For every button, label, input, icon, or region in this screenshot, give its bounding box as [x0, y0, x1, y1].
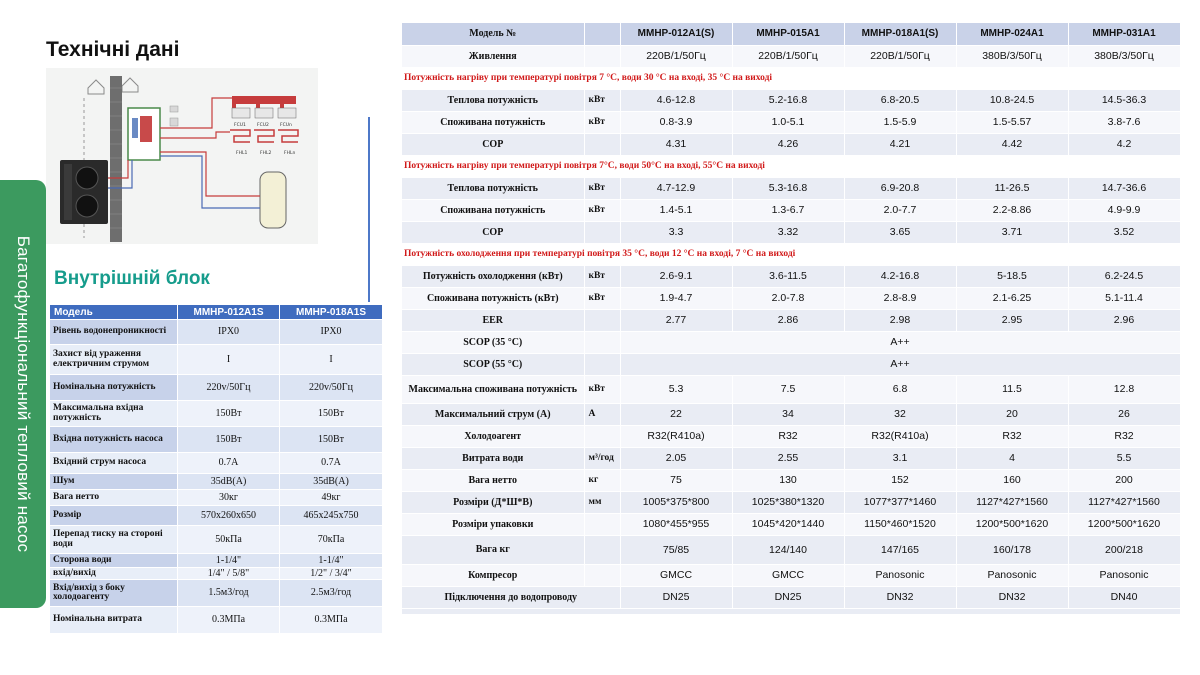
table-cell: 1077*377*1460 — [844, 491, 956, 513]
table-cell: Panosonic — [844, 564, 956, 586]
table-cell: IPX0 — [178, 320, 280, 345]
table-header-cell: MMHP-012A1(S) — [620, 23, 732, 45]
table-cell: 6.8 — [844, 375, 956, 403]
table-cell: R32 — [956, 425, 1068, 447]
unit-cell — [584, 353, 620, 375]
table-row — [50, 526, 383, 554]
table-row — [402, 89, 1180, 111]
table-cell: 1.4-5.1 — [620, 199, 732, 221]
table-cell: 570x260x650 — [178, 506, 280, 526]
section-header-row — [402, 243, 1180, 265]
table-row — [402, 221, 1180, 243]
section-header-row — [402, 155, 1180, 177]
table-cell: 130 — [732, 469, 844, 491]
table-cell: 5-18.5 — [956, 265, 1068, 287]
table-cell: 3.71 — [956, 221, 1068, 243]
row-label: Максимальна вхідна потужність — [50, 401, 178, 427]
row-label: Розмір — [50, 506, 178, 526]
table-row — [50, 453, 383, 474]
table-cell: 1-1/4" — [178, 554, 280, 568]
table-row — [402, 564, 1180, 586]
table-cell: 4.9-9.9 — [1068, 199, 1180, 221]
table-cell: 1045*420*1440 — [732, 513, 844, 535]
floor-heating-label: FHL2 — [260, 151, 272, 156]
row-label: Захист від ураження електричним струмом — [50, 345, 178, 375]
unit-cell — [584, 331, 620, 353]
table-cell: 2.0-7.7 — [844, 199, 956, 221]
table-cell: 2.6-9.1 — [620, 265, 732, 287]
table-row — [402, 111, 1180, 133]
row-label: Вага кг — [402, 535, 584, 564]
row-label: Вага нетто — [50, 490, 178, 506]
unit-cell: кВт — [584, 177, 620, 199]
unit-cell: м³/год — [584, 447, 620, 469]
table-row — [402, 425, 1180, 447]
row-label: Номінальна витрата — [50, 607, 178, 634]
table-cell: 0.8-3.9 — [620, 111, 732, 133]
table-cell: 2.2-8.86 — [956, 199, 1068, 221]
table-cell: 150Вт — [280, 427, 383, 453]
table-cell: 6.9-20.8 — [844, 177, 956, 199]
table-cell: 10.8-24.5 — [956, 89, 1068, 111]
table-cell: GMCC — [620, 564, 732, 586]
side-tab — [0, 180, 46, 608]
table-cell: 2.95 — [956, 309, 1068, 331]
row-label: SCOP (35 °C) — [402, 331, 584, 353]
fan-coil-label: FCU1 — [234, 123, 246, 128]
row-label: Перепад тиску на стороні води — [50, 526, 178, 554]
table-cell: 380В/3/50Гц — [1068, 45, 1180, 67]
table-cell: 1150*460*1520 — [844, 513, 956, 535]
floor-heating-label: FHLn — [284, 151, 296, 156]
table-cell: 1.5м3/год — [178, 580, 280, 607]
table-cell: 1005*375*800 — [620, 491, 732, 513]
table-cell: 3.8-7.6 — [1068, 111, 1180, 133]
row-label: Підключення до водопроводу — [402, 586, 620, 608]
table-cell: Panosonic — [956, 564, 1068, 586]
table-cell: 11.5 — [956, 375, 1068, 403]
table-cell: 2.98 — [844, 309, 956, 331]
table-cell: Panosonic — [1068, 564, 1180, 586]
decorative-divider — [368, 117, 370, 302]
unit-cell: A — [584, 403, 620, 425]
specifications-table — [402, 23, 1181, 615]
floor-heating-icon — [230, 130, 298, 142]
table-cell: 75/85 — [620, 535, 732, 564]
table-header-cell: MMHP-024A1 — [956, 23, 1068, 45]
table-cell: 2.05 — [620, 447, 732, 469]
table-cell: DN25 — [732, 586, 844, 608]
unit-cell — [584, 221, 620, 243]
table-cell: 3.6-11.5 — [732, 265, 844, 287]
table-cell: 160/178 — [956, 535, 1068, 564]
table-cell: 147/165 — [844, 535, 956, 564]
table-cell: 50кПа — [178, 526, 280, 554]
table-cell: 1127*427*1560 — [1068, 491, 1180, 513]
table-cell: 1.5-5.9 — [844, 111, 956, 133]
table-header-cell — [584, 23, 620, 45]
table-row — [50, 554, 383, 568]
row-label: Споживана потужність — [402, 111, 584, 133]
row-label: Вхідна потужність насоса — [50, 427, 178, 453]
row-label: Рівень водонепроникності — [50, 320, 178, 345]
table-cell: DN32 — [844, 586, 956, 608]
table-cell: 150Вт — [178, 427, 280, 453]
table-cell: 150Вт — [280, 401, 383, 427]
table-cell: 75 — [620, 469, 732, 491]
row-label: COP — [402, 221, 584, 243]
table-cell: 1.5-5.57 — [956, 111, 1068, 133]
table-header-cell: MMHP-031A1 — [1068, 23, 1180, 45]
row-label: Розміри (Д*Ш*В) — [402, 491, 584, 513]
unit-cell — [584, 564, 620, 586]
house-icon — [88, 80, 104, 94]
table-cell: I — [280, 345, 383, 375]
page-title: Технічні дані — [46, 38, 180, 61]
table-cell: R32 — [732, 425, 844, 447]
table-cell: 7.5 — [732, 375, 844, 403]
side-tab-label: Багатофункціональний тепловий насос — [14, 235, 33, 553]
row-label: Витрата води — [402, 447, 584, 469]
table-cell: IPX0 — [280, 320, 383, 345]
table-cell: 3.52 — [1068, 221, 1180, 243]
row-label: Розміри упаковки — [402, 513, 584, 535]
table-cell: 152 — [844, 469, 956, 491]
table-cell: 380В/3/50Гц — [956, 45, 1068, 67]
table-footer-cell — [402, 608, 1180, 614]
table-cell: A++ — [620, 353, 1180, 375]
table-cell: 4.2 — [1068, 133, 1180, 155]
table-row — [402, 586, 1180, 608]
table-cell: 150Вт — [178, 401, 280, 427]
table-cell: 1/2" / 3/4" — [280, 568, 383, 580]
table-header-cell: MMHP-015A1 — [732, 23, 844, 45]
table-row — [50, 607, 383, 634]
table-cell: 2.55 — [732, 447, 844, 469]
table-cell: 6.2-24.5 — [1068, 265, 1180, 287]
section-title: Потужність нагріву при температурі повітря 7°C, води 50°C на вході, 55°C на виході — [402, 155, 1180, 177]
table-row — [50, 320, 383, 345]
table-cell: 220В/1/50Гц — [844, 45, 956, 67]
table-cell: 5.2-16.8 — [732, 89, 844, 111]
row-label: Компресор — [402, 564, 584, 586]
table-cell: 3.32 — [732, 221, 844, 243]
table-row — [402, 287, 1180, 309]
floor-heating-label: FHL1 — [236, 151, 248, 156]
table-row — [50, 580, 383, 607]
table-header-cell: Модель № — [402, 23, 584, 45]
table-cell: GMCC — [732, 564, 844, 586]
installation-diagram-drawing — [46, 68, 318, 244]
table-cell: 0.7A — [280, 453, 383, 474]
table-row — [402, 133, 1180, 155]
table-cell: DN25 — [620, 586, 732, 608]
section-title: Потужність нагріву при температурі повітря 7 °C, води 30 °C на вході, 35 °C на виході — [402, 67, 1180, 89]
row-label: Холодоагент — [402, 425, 584, 447]
table-cell: 124/140 — [732, 535, 844, 564]
table-cell: 30кг — [178, 490, 280, 506]
row-label: EER — [402, 309, 584, 331]
table-header-row — [402, 23, 1180, 45]
table-row — [402, 447, 1180, 469]
table-row — [402, 469, 1180, 491]
table-row — [50, 506, 383, 526]
row-label: Живлення — [402, 45, 584, 67]
installation-diagram — [46, 68, 318, 244]
row-label: вхід/вихід — [50, 568, 178, 580]
table-row — [402, 353, 1180, 375]
table-cell: 2.77 — [620, 309, 732, 331]
table-cell: 160 — [956, 469, 1068, 491]
table-row — [402, 265, 1180, 287]
table-cell: 5.3 — [620, 375, 732, 403]
table-row — [402, 309, 1180, 331]
table-cell: 20 — [956, 403, 1068, 425]
unit-cell: кВт — [584, 199, 620, 221]
table-cell: 4.7-12.9 — [620, 177, 732, 199]
table-cell: R32 — [1068, 425, 1180, 447]
table-cell: 220В/1/50Гц — [732, 45, 844, 67]
table-row — [402, 513, 1180, 535]
house-icon — [122, 78, 138, 92]
table-row — [402, 535, 1180, 564]
table-row — [402, 375, 1180, 403]
table-cell: 4.2-16.8 — [844, 265, 956, 287]
table-cell: A++ — [620, 331, 1180, 353]
row-label: Теплова потужність — [402, 177, 584, 199]
fan-coil-label: FCU2 — [257, 123, 269, 128]
table-cell: 6.8-20.5 — [844, 89, 956, 111]
table-header-row — [50, 305, 383, 320]
table-cell: 70кПа — [280, 526, 383, 554]
table-cell: 4.26 — [732, 133, 844, 155]
unit-cell: кг — [584, 469, 620, 491]
table-cell: 0.3МПа — [178, 607, 280, 634]
table-cell: 2.1-6.25 — [956, 287, 1068, 309]
table-row — [402, 45, 1180, 67]
table-cell: 22 — [620, 403, 732, 425]
table-cell: 2.86 — [732, 309, 844, 331]
unit-cell — [584, 45, 620, 67]
unit-cell: кВт — [584, 265, 620, 287]
table-header-cell: MMHP-012A1S — [178, 305, 280, 320]
table-cell: 32 — [844, 403, 956, 425]
table-cell: 5.3-16.8 — [732, 177, 844, 199]
table-cell: R32(R410a) — [620, 425, 732, 447]
table-cell: 1080*455*955 — [620, 513, 732, 535]
table-footer-row — [402, 608, 1180, 614]
table-cell: DN32 — [956, 586, 1068, 608]
table-cell: 5.5 — [1068, 447, 1180, 469]
table-row — [50, 474, 383, 490]
unit-cell: кВт — [584, 287, 620, 309]
table-row — [402, 491, 1180, 513]
table-cell: 220В/1/50Гц — [620, 45, 732, 67]
table-header-cell: Модель — [50, 305, 178, 320]
table-row — [50, 401, 383, 427]
table-cell: 2.5м3/год — [280, 580, 383, 607]
section-title: Потужність охолодження при температурі повітря 35 °C, води 12 °C на вході, 7 °C на виході — [402, 243, 1180, 265]
table-cell: 200/218 — [1068, 535, 1180, 564]
row-label: Споживана потужність (кВт) — [402, 287, 584, 309]
row-label: Шум — [50, 474, 178, 490]
indoor-unit-title: Внутрішній блок — [54, 268, 210, 289]
table-header-cell: MMHP-018A1(S) — [844, 23, 956, 45]
fan-coil-label: FCUn — [280, 123, 292, 128]
table-cell: 4.21 — [844, 133, 956, 155]
table-cell: 14.5-36.3 — [1068, 89, 1180, 111]
table-row — [50, 375, 383, 401]
row-label: Потужність охолодження (кВт) — [402, 265, 584, 287]
row-label: Споживана потужність — [402, 199, 584, 221]
table-cell: 4 — [956, 447, 1068, 469]
table-cell: 5.1-11.4 — [1068, 287, 1180, 309]
table-cell: 34 — [732, 403, 844, 425]
unit-cell — [584, 535, 620, 564]
unit-cell — [584, 425, 620, 447]
table-cell: 12.8 — [1068, 375, 1180, 403]
table-cell: 1025*380*1320 — [732, 491, 844, 513]
row-label: Максимальний струм (A) — [402, 403, 584, 425]
table-row — [402, 403, 1180, 425]
table-cell: 0.7A — [178, 453, 280, 474]
unit-cell — [584, 309, 620, 331]
table-cell: 3.3 — [620, 221, 732, 243]
indoor-unit-table — [49, 304, 383, 634]
row-label: Вхідний струм насоса — [50, 453, 178, 474]
table-cell: 35dB(A) — [178, 474, 280, 490]
table-cell: 2.0-7.8 — [732, 287, 844, 309]
table-cell: 1-1/4" — [280, 554, 383, 568]
table-row — [402, 177, 1180, 199]
unit-cell — [584, 513, 620, 535]
unit-cell: кВт — [584, 111, 620, 133]
row-label: SCOP (55 °C) — [402, 353, 584, 375]
row-label: Вхід/вихід з боку холодоагенту — [50, 580, 178, 607]
table-cell: 2.96 — [1068, 309, 1180, 331]
table-row — [50, 345, 383, 375]
table-cell: 35dB(A) — [280, 474, 383, 490]
table-cell: 220v/50Гц — [280, 375, 383, 401]
table-header-cell: MMHP-018A1S — [280, 305, 383, 320]
table-cell: 465x245x750 — [280, 506, 383, 526]
table-row — [402, 199, 1180, 221]
table-cell: DN40 — [1068, 586, 1180, 608]
section-header-row — [402, 67, 1180, 89]
table-cell: 220v/50Гц — [178, 375, 280, 401]
table-cell: 1127*427*1560 — [956, 491, 1068, 513]
table-cell: R32(R410a) — [844, 425, 956, 447]
table-cell: I — [178, 345, 280, 375]
water-tank-icon — [260, 172, 286, 228]
table-cell: 1.9-4.7 — [620, 287, 732, 309]
unit-cell: кВт — [584, 89, 620, 111]
row-label: Номінальна потужність — [50, 375, 178, 401]
table-cell: 200 — [1068, 469, 1180, 491]
table-cell: 1200*500*1620 — [1068, 513, 1180, 535]
table-cell: 49кг — [280, 490, 383, 506]
table-row — [50, 427, 383, 453]
table-cell: 14.7-36.6 — [1068, 177, 1180, 199]
row-label: Вага нетто — [402, 469, 584, 491]
table-cell: 4.6-12.8 — [620, 89, 732, 111]
table-cell: 1200*500*1620 — [956, 513, 1068, 535]
table-row — [402, 331, 1180, 353]
table-cell: 4.31 — [620, 133, 732, 155]
table-cell: 3.1 — [844, 447, 956, 469]
row-label: Теплова потужність — [402, 89, 584, 111]
table-cell: 11-26.5 — [956, 177, 1068, 199]
table-cell: 1.0-5.1 — [732, 111, 844, 133]
unit-cell: кВт — [584, 375, 620, 403]
row-label: Максимальна споживана потужність — [402, 375, 584, 403]
table-row — [50, 568, 383, 580]
table-cell: 3.65 — [844, 221, 956, 243]
table-row — [50, 490, 383, 506]
row-label: Сторона води — [50, 554, 178, 568]
unit-cell: мм — [584, 491, 620, 513]
unit-cell — [584, 133, 620, 155]
table-cell: 2.8-8.9 — [844, 287, 956, 309]
table-cell: 1/4" / 5/8" — [178, 568, 280, 580]
table-cell: 0.3МПа — [280, 607, 383, 634]
table-cell: 1.3-6.7 — [732, 199, 844, 221]
row-label: COP — [402, 133, 584, 155]
fan-coil-icon — [232, 96, 296, 118]
table-cell: 26 — [1068, 403, 1180, 425]
table-cell: 4.42 — [956, 133, 1068, 155]
